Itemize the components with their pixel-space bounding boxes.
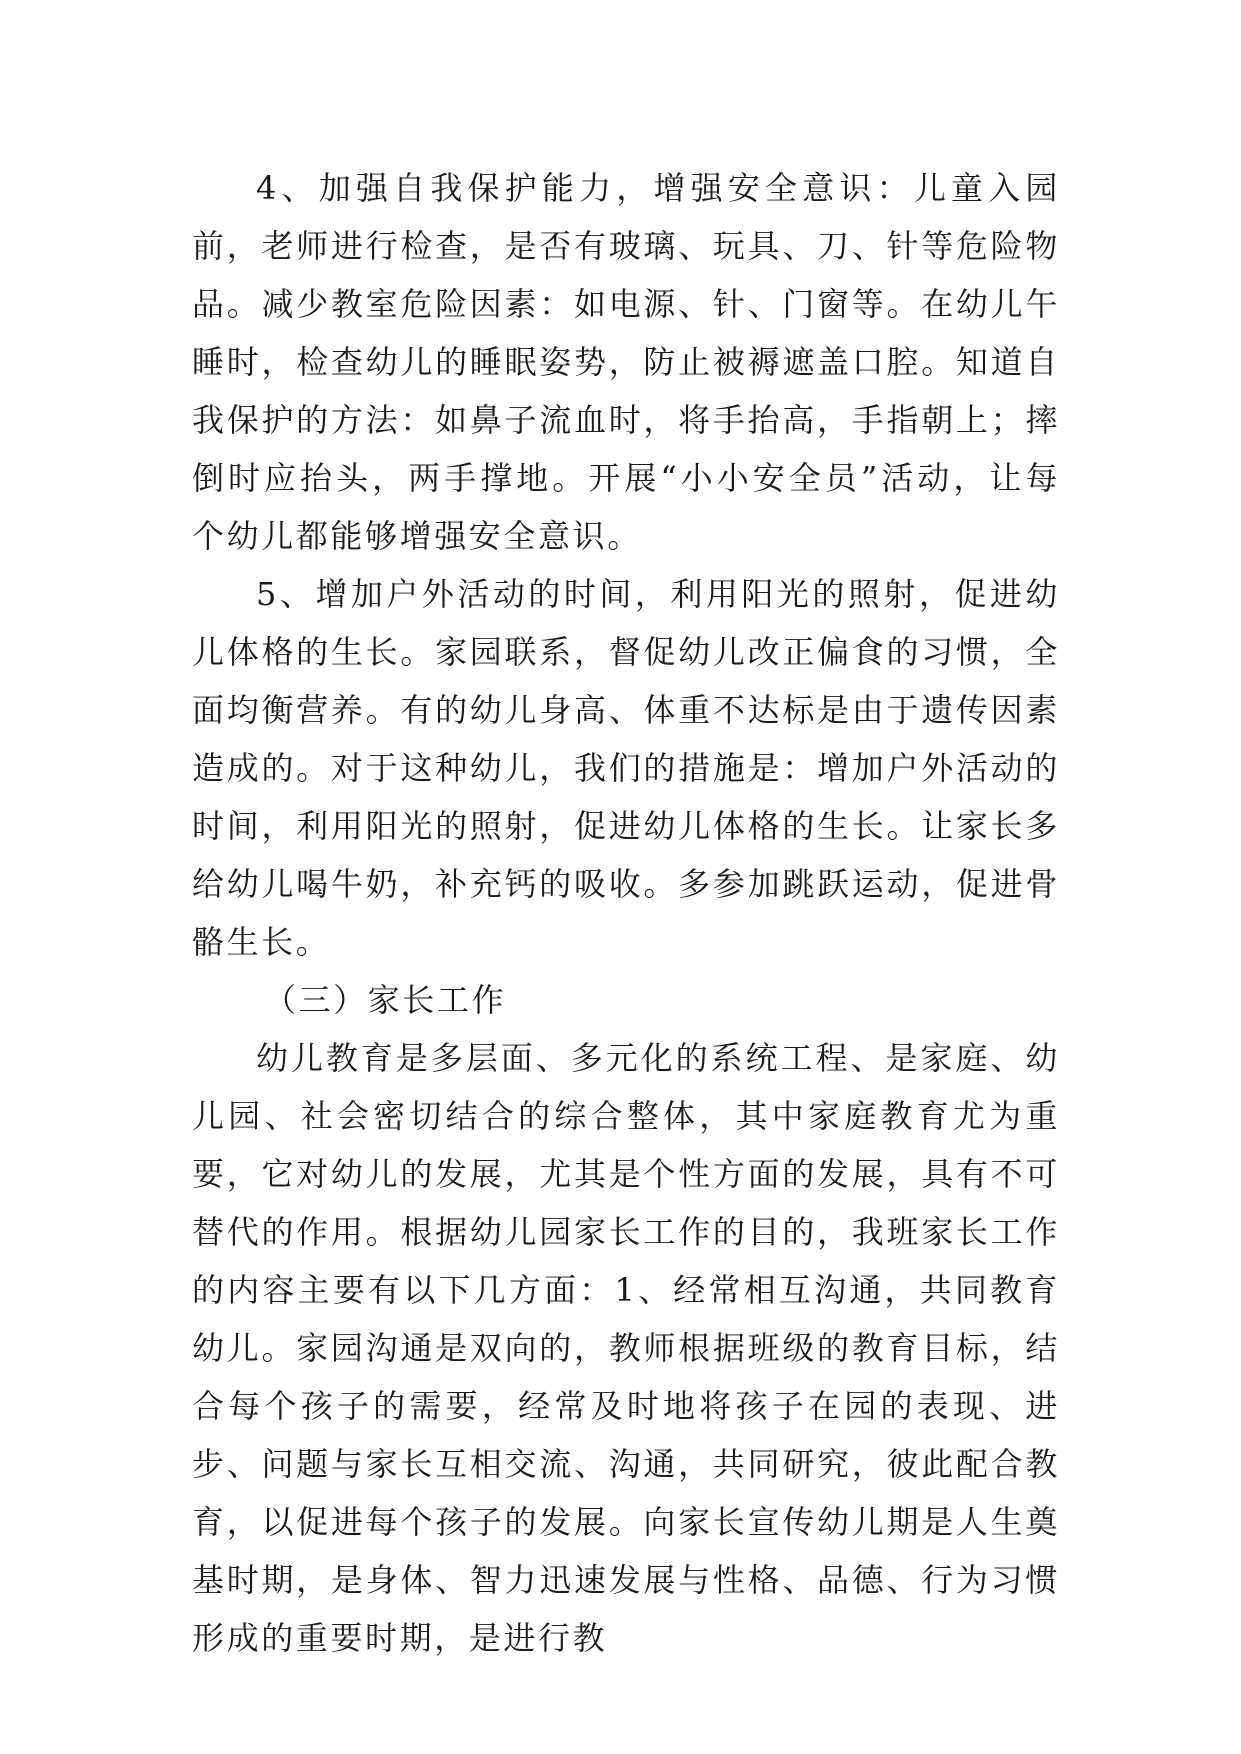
paragraph-safety-awareness: 4、加强自我保护能力，增强安全意识：儿童入园前，老师进行检查，是否有玻璃、玩具、刀、针等危险物品。减少教室危险因素：如电源、针、门窗等。在幼儿午睡时，检查幼儿的睡眠姿势，防止被褥遮盖口腔。知道自我保护的方法：如鼻子流血时，将手抬高，手指朝上；摔倒时应抬头，两手撑地。开展“小小安全员”活动，让每个幼儿都能够增强安全意识。: [192, 169, 1060, 555]
paragraph-outdoor-activity: 5、增加户外活动的时间，利用阳光的照射，促进幼儿体格的生长。家园联系，督促幼儿改正偏食的习惯，全面均衡营养。有的幼儿身高、体重不达标是由于遗传因素造成的。对于这种幼儿，我们的措施是：增加户外活动的时间，利用阳光的照射，促进幼儿体格的生长。让家长多给幼儿喝牛奶，补充钙的吸收。多参加跳跃运动，促进骨骼生长。: [192, 575, 1060, 961]
document-body: [192, 159, 1060, 1667]
section-heading: （三）家长工作: [264, 981, 507, 1019]
paragraph-parent-work: 幼儿教育是多层面、多元化的系统工程、是家庭、幼儿园、社会密切结合的综合整体，其中家庭教育尤为重要，它对幼儿的发展，尤其是个性方面的发展，具有不可替代的作用。根据幼儿园家长工作的目的，我班家长工作的内容主要有以下几方面：1、经常相互沟通，共同教育幼儿。家园沟通是双向的，教师根据班级的教育目标，结合每个孩子的需要，经常及时地将孩子在园的表现、进步、问题与家长互相交流、沟通，共同研究，彼此配合教育，以促进每个孩子的发展。向家长宣传幼儿期是人生奠基时期，是身体、智力迅速发展与性格、品德、行为习惯形成的重要时期，是进行教: [192, 1039, 1060, 1657]
